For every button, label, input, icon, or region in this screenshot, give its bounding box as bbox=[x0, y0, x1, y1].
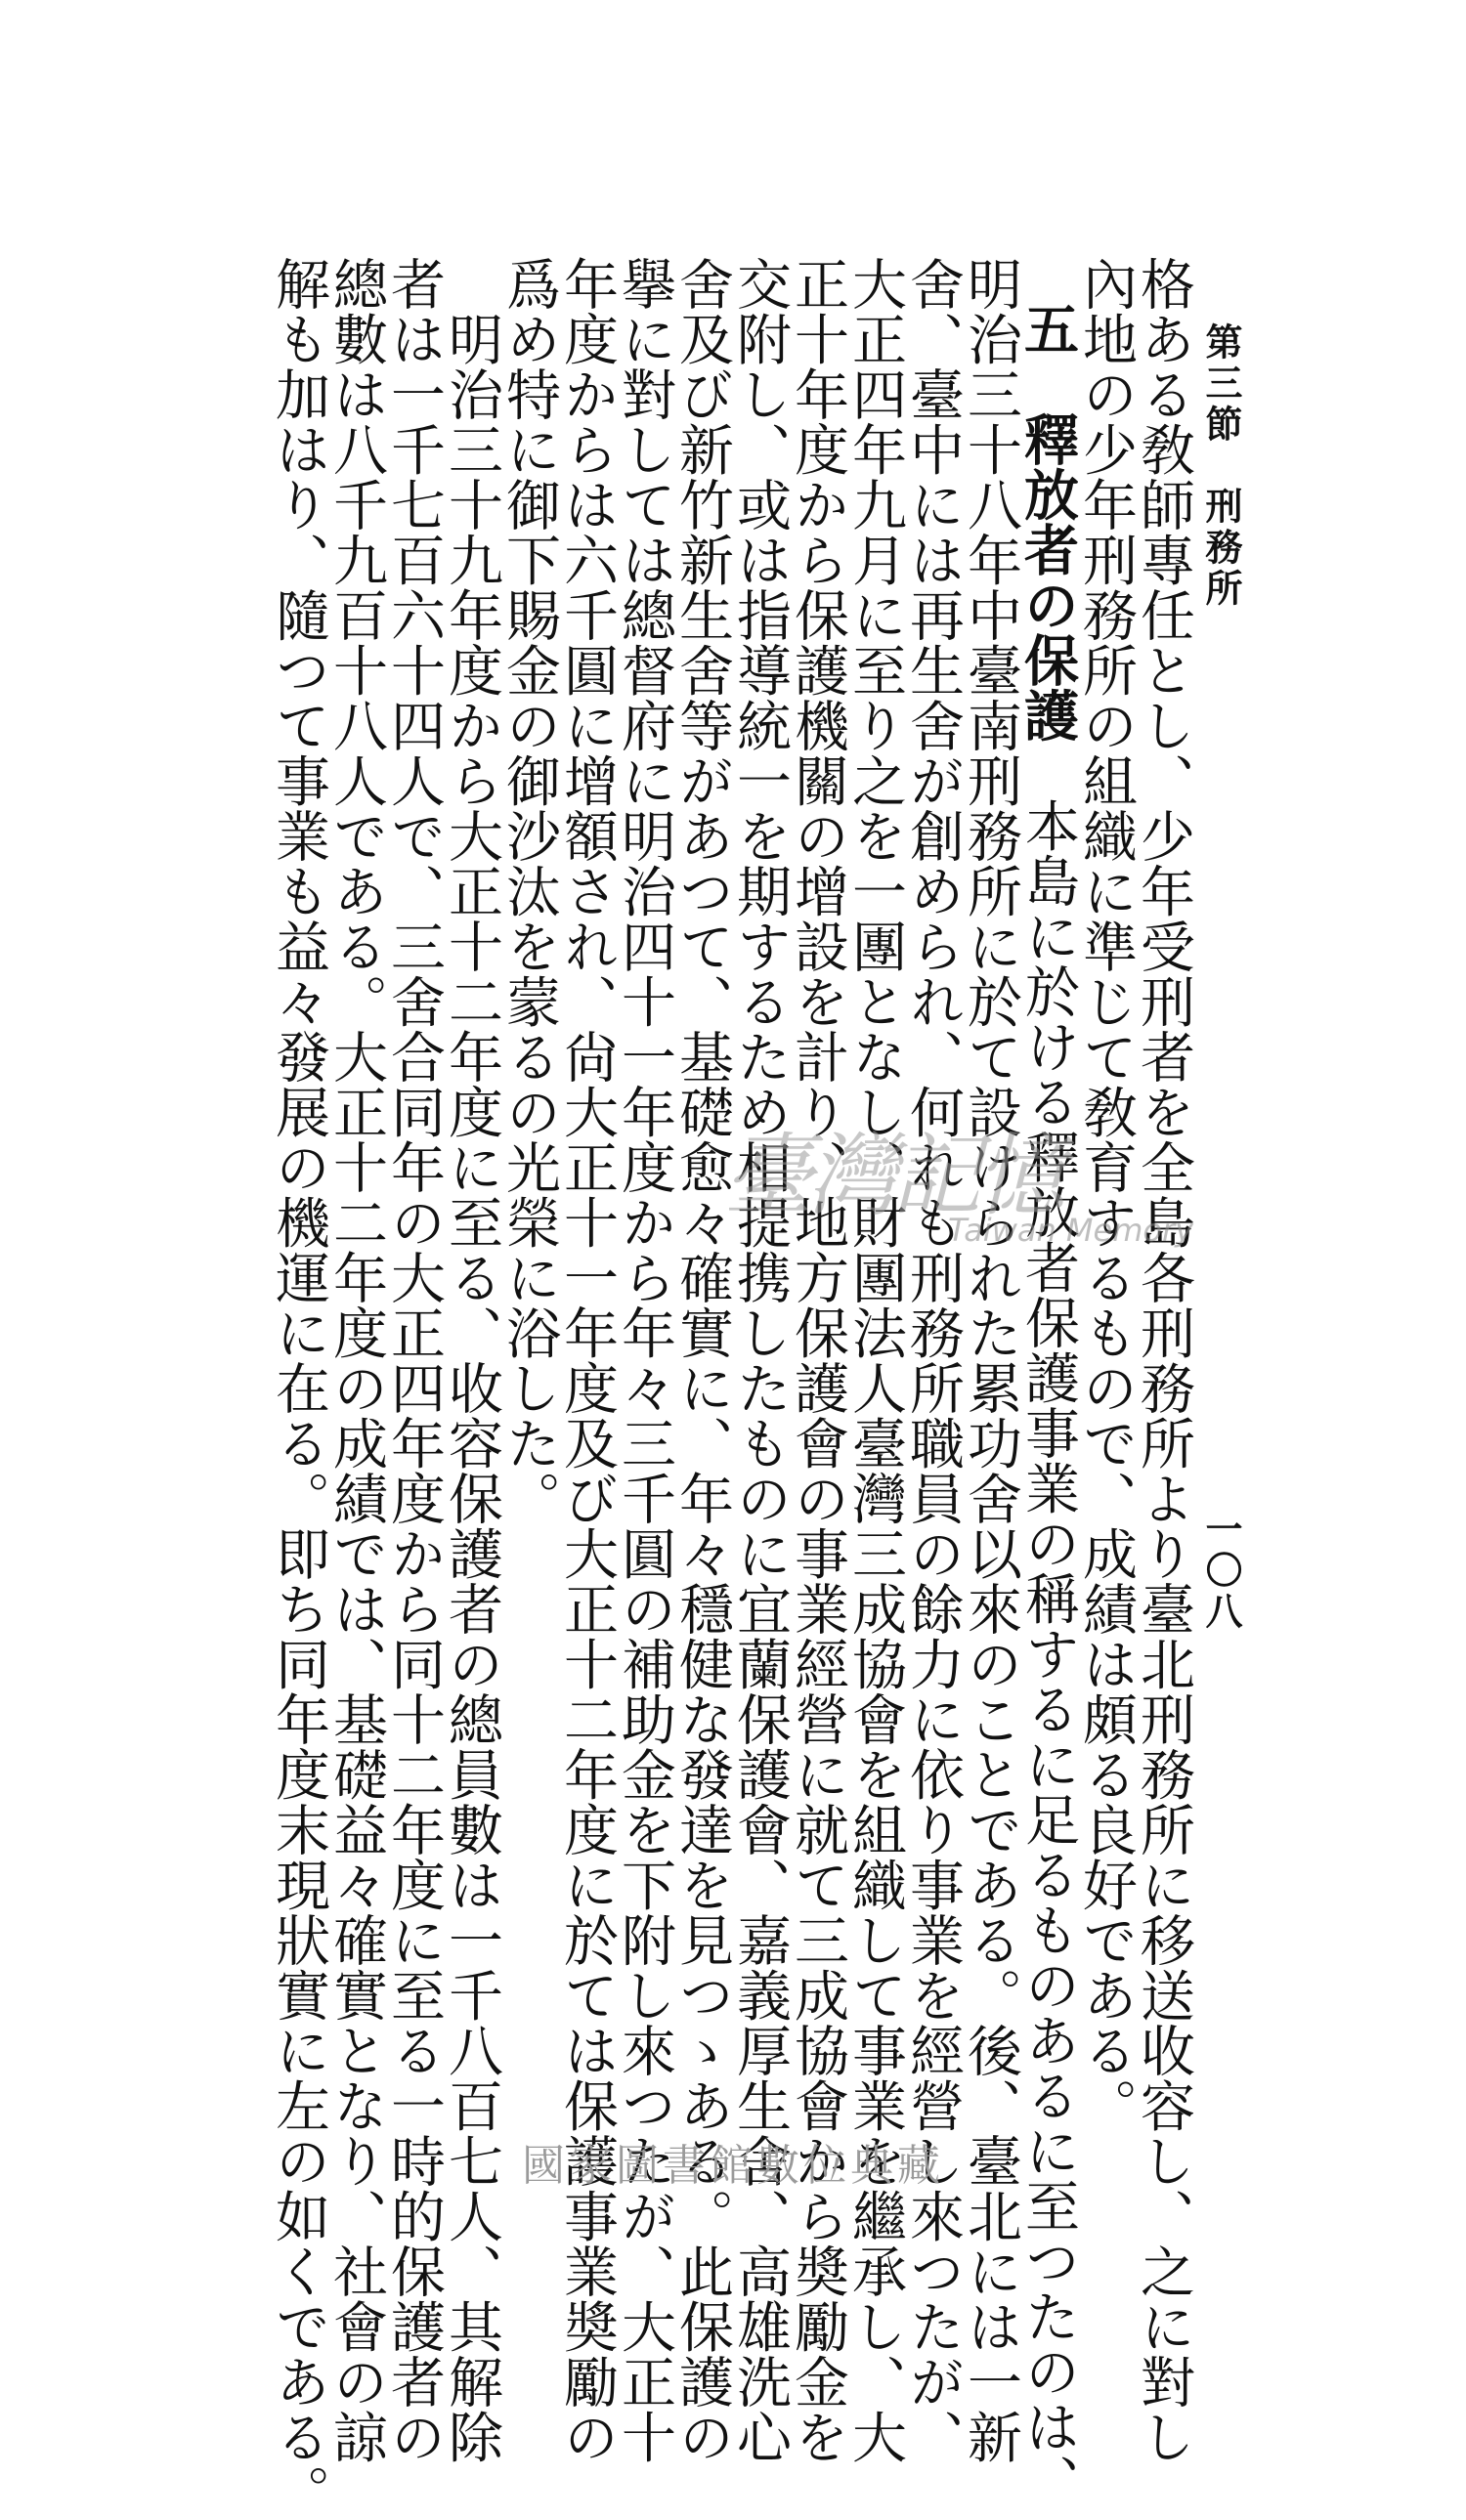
text-column-12: 爲め特に御下賜金の御沙汰を蒙るの光榮に浴した。 bbox=[497, 256, 561, 1526]
text-column-8: 交附し、或は指導統一を期するため相提携したものに宜蘭保護會、嘉義厚生舍、高雄洗心 bbox=[728, 256, 792, 2464]
watermark-subtitle: Taiwan Memory bbox=[948, 1212, 1194, 1249]
text-column-9: 舍及び新竹新生舍等があつて、基礎愈々確實に、年々穩健な發達を見つゝある。此保護の bbox=[670, 256, 734, 2464]
text-column-11: 年度からは六千圓に增額され、尙大正十一年度及び大正十二年度に於ては保護事業奬勵の bbox=[555, 256, 619, 2464]
text-column-14: 者は一千七百六十四人で、三舍合同年の大正四年度から同十二年度に至る一時的保護者の bbox=[382, 256, 446, 2464]
text-column-1: 格ある敎師專任とし、少年受刑者を全島各刑務所より臺北刑務所に移送收容し、之に對し bbox=[1132, 256, 1195, 2464]
text-column-10: 擧に對しては總督府に明治四十一年度から年々三千圓の補助金を下附し來つたが、大正十 bbox=[613, 256, 676, 2464]
page-number: 一〇八 bbox=[1199, 1510, 1243, 1633]
text-column-13: 明治三十九年度から大正十二年度に至る、收容保護者の總員數は一千八百七人、其解除 bbox=[440, 256, 503, 2464]
text-column-15: 總數は八千九百十八人である。大正十二年度の成績では、基礎益々確實となり、社會の諒 bbox=[324, 256, 388, 2464]
text-column-4: 明治三十八年中臺南刑務所に於て設けられた累功舍以來のことである。後、臺北には一新 bbox=[959, 256, 1022, 2464]
text-column-16: 解も加はり、隨つて事業も益々發展の機運に在る。即ち同年度末現狀實に左の如くである。 bbox=[267, 256, 330, 2520]
text-column-7: 正十年度から保護機關の增設を計り、地方保護會の事業經營に就て三成協會から奬勵金を bbox=[786, 256, 849, 2464]
section-header: 第三節 刑務所 bbox=[1199, 322, 1243, 610]
archive-footer: 國家圖書館數位典藏 bbox=[522, 2141, 944, 2191]
watermark-chars: 臺灣記憶 bbox=[723, 1124, 1060, 1228]
text-column-6: 大正四年九月に至り之を一團となし、財團法人臺灣三成協會を組織して事業を繼承し、大 bbox=[843, 256, 907, 2464]
section-heading-text: 本島に於ける釋放者保護事業の稱するに足るものあるに至つたのは、 bbox=[1016, 743, 1080, 2509]
section-heading: 五 釋放者の保護 bbox=[1015, 301, 1080, 743]
text-column-5: 舍、臺中には再生舍が創められ、何れも刑務所職員の餘力に依り事業を經營し來つたが、 bbox=[901, 256, 965, 2464]
text-column-2: 內地の少年刑務所の組織に準じて敎育するもので、成績は頗る良好である。 bbox=[1074, 256, 1138, 2133]
taiwan-memory-watermark bbox=[723, 1104, 1231, 1280]
